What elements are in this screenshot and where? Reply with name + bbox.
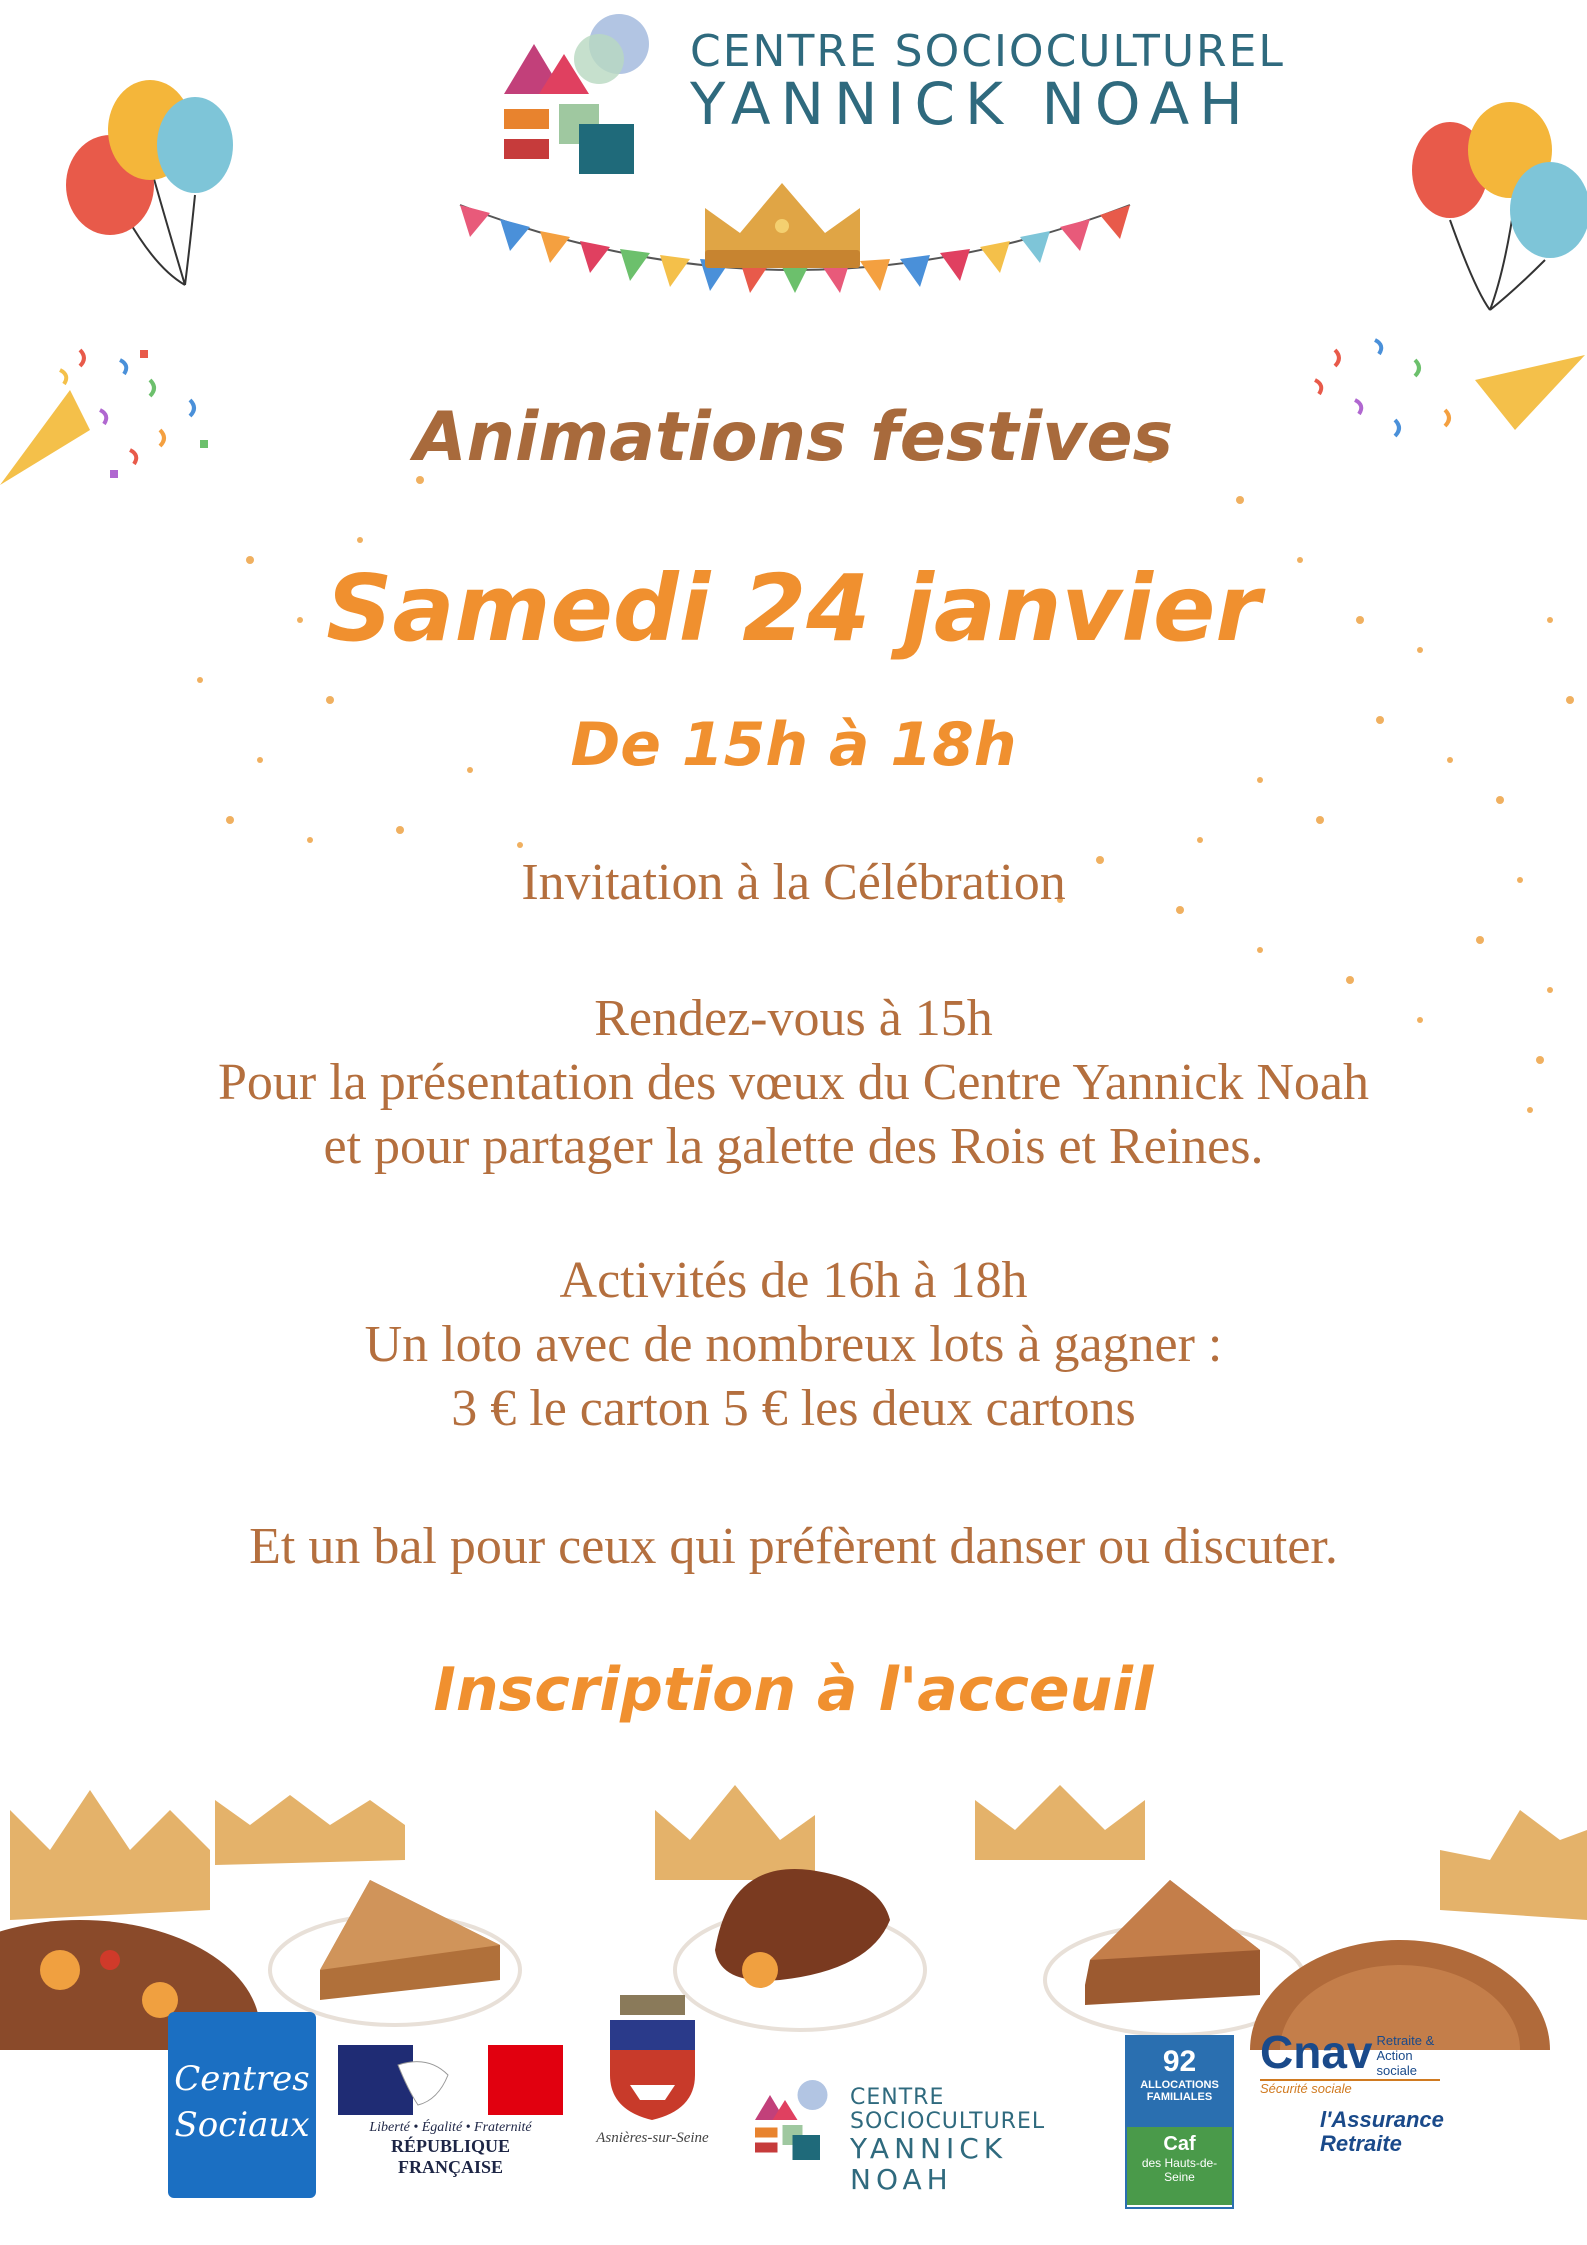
header-logo-line1: CENTRE SOCIOCULTUREL — [690, 26, 1285, 77]
rf-name: RÉPUBLIQUE FRANÇAISE — [390, 2136, 511, 2177]
footer-csc-line2: YANNICK NOAH — [850, 2132, 1008, 2197]
caf-logo — [1125, 2035, 1234, 2209]
bal-line: Et un bal pour ceux qui préfèrent danser ou discuter. — [249, 1518, 1338, 1575]
csc-logo-icon — [504, 14, 654, 174]
event-title: Animations festives — [413, 398, 1174, 477]
rdv-line1: Rendez-vous à 15h — [594, 990, 993, 1047]
centres-sociaux-logo — [168, 2012, 316, 2198]
header-logo-line2: YANNICK NOAH — [690, 69, 1253, 138]
centres-sociaux-text: Centres Sociaux — [174, 2059, 310, 2145]
activities-line1: Activités de 16h à 18h — [559, 1252, 1028, 1309]
rdv-line2: Pour la présentation des vœux du Centre Yannick Noah — [217, 1054, 1370, 1111]
activities-line3: 3 € le carton 5 € les deux cartons — [451, 1380, 1136, 1437]
event-date: Samedi 24 janvier — [326, 555, 1261, 662]
republique-francaise-logo — [338, 2045, 563, 2177]
cnav-retraite: Retraite — [1320, 2131, 1402, 2156]
caf-number: 92 — [1162, 2045, 1197, 2078]
balloons-left-icon — [40, 75, 240, 315]
header-logo-title — [690, 26, 1285, 138]
cnav-name: Cnav — [1260, 2026, 1373, 2078]
event-hours: De 15h à 18h — [570, 710, 1017, 780]
asnieres-coat-of-arms-icon — [590, 1995, 715, 2125]
cnav-subtitle: Retraite & Action sociale — [1376, 2033, 1435, 2078]
marianne-flag-icon — [338, 2045, 563, 2115]
crown-icon — [700, 178, 865, 273]
rf-motto: Liberté • Égalité • Fraternité — [369, 2120, 532, 2135]
cnav-assurance: l'Assurance — [1320, 2107, 1444, 2132]
caf-dept: des Hauts-de-Seine — [1141, 2156, 1218, 2184]
caf-name: Caf — [1163, 2133, 1196, 2155]
invitation-text: Invitation à la Célébration — [521, 854, 1066, 911]
caf-allocations: ALLOCATIONS — [1140, 2079, 1219, 2091]
footer-csc-logo-icon — [755, 2080, 830, 2160]
footer-csc-logo — [755, 2080, 1085, 2197]
cnav-secu: Sécurité sociale — [1260, 2079, 1440, 2096]
footer-csc-line1: CENTRE SOCIOCULTUREL — [850, 2085, 1046, 2135]
asnieres-logo — [590, 1995, 715, 2155]
activities-line2: Un loto avec de nombreux lots à gagner : — [364, 1316, 1223, 1373]
rdv-line3: et pour partager la galette des Rois et Reines. — [323, 1118, 1264, 1175]
cnav-logo — [1260, 2025, 1450, 2175]
balloons-right-icon — [1405, 100, 1587, 330]
asnieres-label: Asnières-sur-Seine — [596, 2130, 709, 2146]
inscription-text: Inscription à l'acceuil — [433, 1655, 1154, 1725]
caf-familiales: FAMILIALES — [1146, 2091, 1213, 2103]
galettes-crowns-decoration — [0, 1770, 1587, 2050]
